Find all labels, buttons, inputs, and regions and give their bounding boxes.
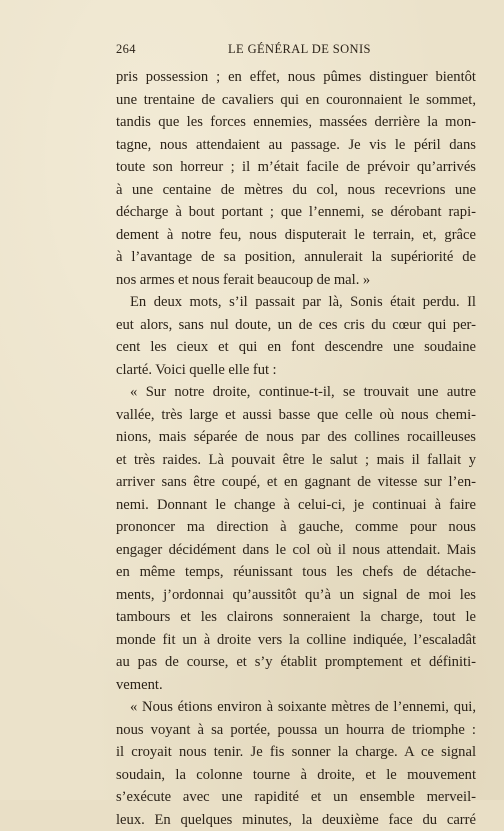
text-line: « Nous étions environ à soixante mètres de l’ennemi, qui, [116, 696, 476, 719]
text-line: une trentaine de cavaliers qui en couronnaient le sommet, [116, 89, 476, 112]
text-line: nos armes et nous ferait beaucoup de mal. » [116, 269, 476, 292]
text-line: tandis que les forces ennemies, massées derrière la mon- [116, 111, 476, 134]
text-line: il croyait nous tenir. Je fis sonner la charge. A ce signal [116, 741, 476, 764]
text-line: prononcer ma direction à gauche, comme pour nous [116, 516, 476, 539]
text-line: cent les cieux et qui en font descendre une soudaine [116, 336, 476, 359]
text-line: clarté. Voici quelle elle fut : [116, 359, 476, 382]
text-line: s’exécute avec une rapidité et un ensemble merveil- [116, 786, 476, 809]
text-line: et très raides. Là pouvait être le salut ; mais il fallait y [116, 449, 476, 472]
text-line: à l’avantage de sa position, annulerait la supériorité de [116, 246, 476, 269]
body-text [116, 66, 476, 831]
text-line: leux. En quelques minutes, la deuxième face du carré [116, 809, 476, 831]
text-line: au pas de course, et s’y établit promptement et définiti- [116, 651, 476, 674]
text-line: engager décidément dans le col où il nous attendait. Mais [116, 539, 476, 562]
text-line: vement. [116, 674, 476, 697]
text-line: dement à notre feu, nous disputerait le terrain, et, grâce [116, 224, 476, 247]
text-line: monde fit un à droite vers la colline indiquée, l’escaladât [116, 629, 476, 652]
text-line: En deux mots, s’il passait par là, Sonis était perdu. Il [116, 291, 476, 314]
text-line: vallée, très large et aussi basse que celle où nous chemi- [116, 404, 476, 427]
text-line: pris possession ; en effet, nous pûmes distinguer bientôt [116, 66, 476, 89]
text-line: soudain, la colonne tourne à droite, et le mouvement [116, 764, 476, 787]
text-line: toute son horreur ; il m’était facile de prévoir qu’arrivés [116, 156, 476, 179]
running-head [116, 42, 476, 58]
text-line: arriver sans être coupé, et en gagnant de vitesse sur l’en- [116, 471, 476, 494]
page-number: 264 [116, 42, 136, 57]
text-line: eut alors, sans nul doute, un de ces cris du cœur qui per- [116, 314, 476, 337]
text-line: nemi. Donnant le change à celui-ci, je continuai à faire [116, 494, 476, 517]
text-line: tambours et les clairons sonneraient la charge, tout le [116, 606, 476, 629]
text-line: « Sur notre droite, continue-t-il, se trouvait une autre [116, 381, 476, 404]
text-line: décharge à bout portant ; que l’ennemi, se dérobant rapi- [116, 201, 476, 224]
running-title: LE GÉNÉRAL DE SONIS [228, 42, 371, 57]
text-line: en même temps, réunissant tous les chefs de détache- [116, 561, 476, 584]
text-line: ments, j’ordonnai qu’aussitôt qu’à un signal de moi les [116, 584, 476, 607]
text-line: tagne, nous attendaient au passage. Je vis le péril dans [116, 134, 476, 157]
text-line: nous voyant à sa portée, poussa un hourra de triomphe : [116, 719, 476, 742]
text-line: nions, mais séparée de nous par des collines rocailleuses [116, 426, 476, 449]
text-line: à une centaine de mètres du col, nous recevrions une [116, 179, 476, 202]
